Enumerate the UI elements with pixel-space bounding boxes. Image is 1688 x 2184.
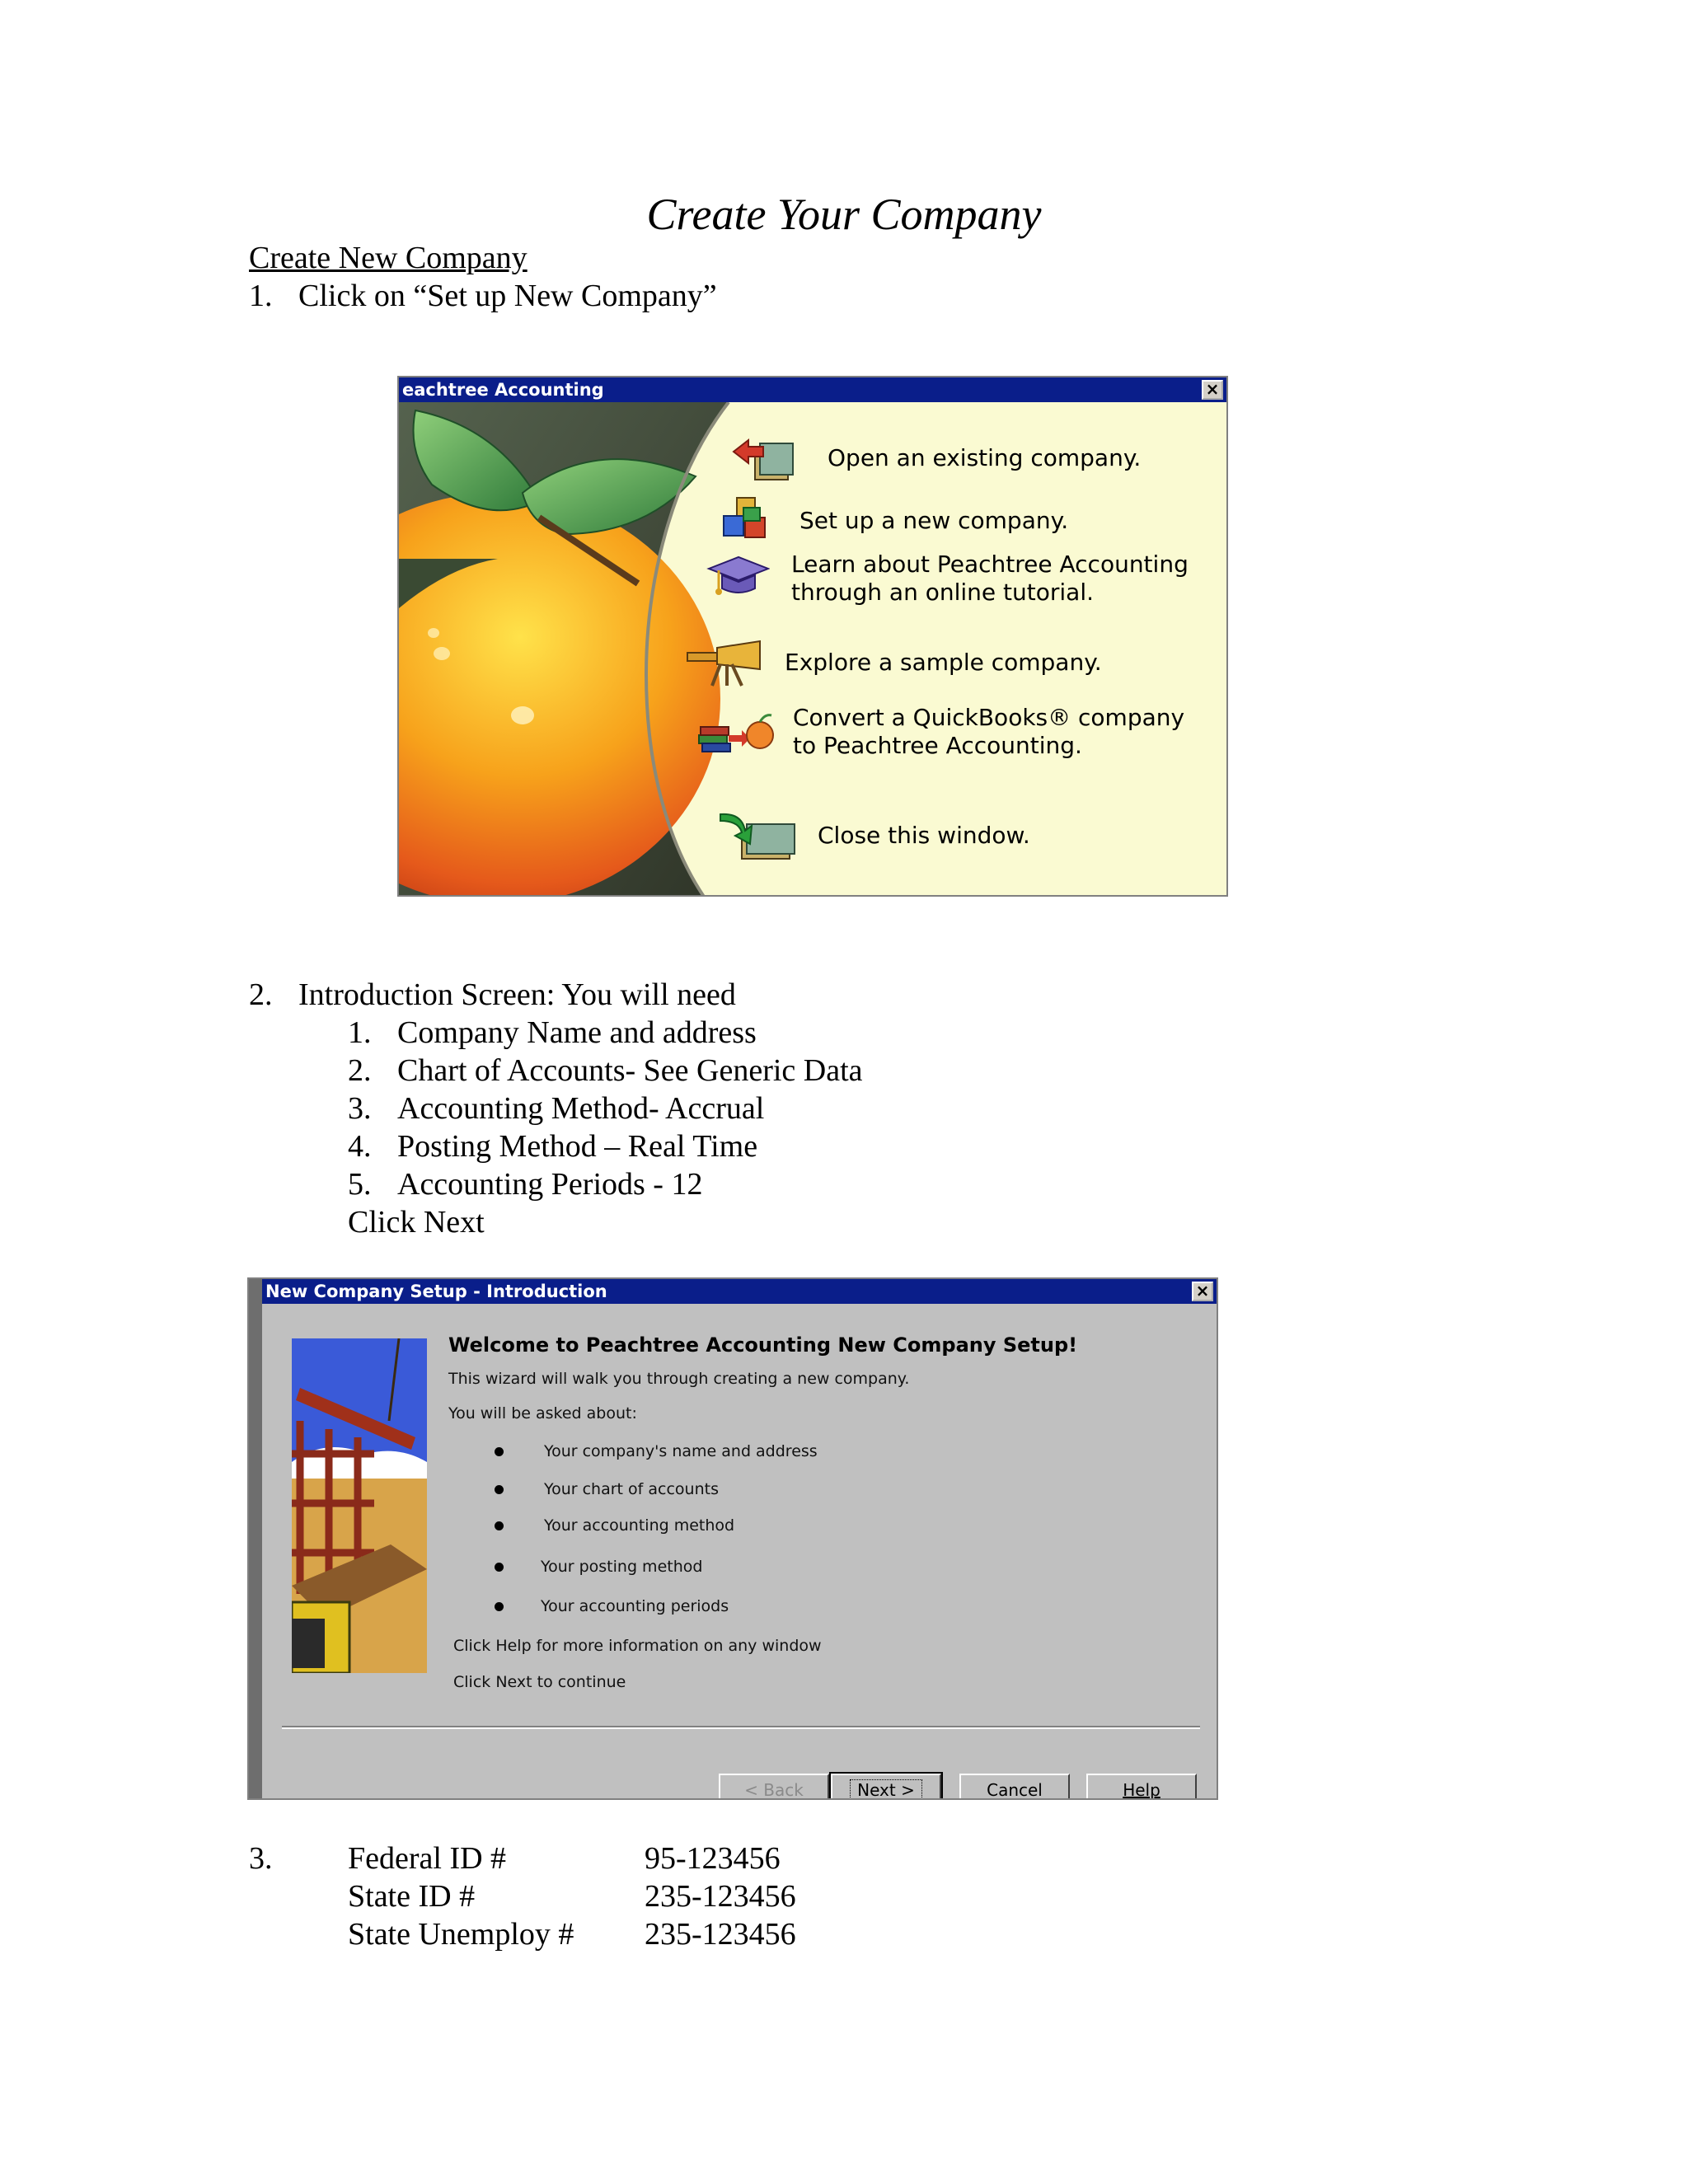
close-icon: × [1205, 379, 1220, 399]
need-item-5-number: 5. [348, 1167, 372, 1202]
need-item-1-text: Company Name and address [397, 1015, 757, 1050]
need-item-3-text: Accounting Method- Accrual [397, 1091, 765, 1126]
bullet-dot [495, 1521, 504, 1530]
title-bar [262, 1279, 1217, 1304]
menu-convert-quickbooks-line2: to Peachtree Accounting. [793, 732, 1082, 759]
need-item-4-number: 4. [348, 1129, 372, 1164]
federal-id-value: 95-123456 [645, 1841, 781, 1876]
telescope-icon [684, 636, 763, 689]
wizard-bullet-4: Your posting method [541, 1558, 703, 1576]
wizard-body [262, 1304, 1217, 1798]
title-bar [399, 377, 1226, 402]
menu-convert-quickbooks-line1: Convert a QuickBooks® company [793, 704, 1185, 731]
bullet-dot [495, 1447, 504, 1456]
wizard-bullet-1: Your company's name and address [544, 1442, 818, 1460]
state-id-value: 235-123456 [645, 1879, 796, 1914]
close-icon: × [1195, 1281, 1210, 1301]
wizard-bullet-5: Your accounting periods [541, 1597, 729, 1615]
document-title: Create Your Company [646, 190, 1042, 239]
bullet-dot [495, 1485, 504, 1494]
need-item-5-text: Accounting Periods - 12 [397, 1167, 703, 1202]
menu-close-window[interactable] [717, 809, 1030, 862]
construction-illustration [292, 1338, 427, 1673]
step-1-number: 1. [249, 279, 273, 313]
need-item-2-number: 2. [348, 1053, 372, 1088]
step-2-text: Introduction Screen: You will need [298, 977, 736, 1012]
step-1-text: Click on “Set up New Company” [298, 279, 717, 313]
help-button[interactable]: Help [1086, 1774, 1197, 1800]
click-next-instruction: Click Next [348, 1205, 485, 1240]
step-2-number: 2. [249, 977, 273, 1012]
section-heading: Create New Company [249, 241, 528, 275]
close-button[interactable] [1192, 1282, 1213, 1301]
cancel-button[interactable]: Cancel [959, 1774, 1070, 1800]
wizard-next-hint: Click Next to continue [453, 1673, 626, 1691]
menu-convert-quickbooks-text [793, 704, 1184, 760]
need-item-4-text: Posting Method – Real Time [397, 1129, 758, 1164]
close-folder-arrow-icon [717, 809, 799, 862]
menu-setup-new-company-label: Set up a new company. [799, 507, 1069, 534]
next-button-label: Next > [850, 1779, 922, 1800]
menu-learn-tutorial-line2: through an online tutorial. [791, 579, 1094, 606]
menu-learn-tutorial-line1: Learn about Peachtree Accounting [791, 551, 1189, 578]
menu-convert-quickbooks[interactable] [696, 704, 1184, 760]
wizard-help-hint: Click Help for more information on any window [453, 1637, 822, 1655]
window-title: New Company Setup - Introduction [265, 1282, 607, 1301]
federal-id-label: Federal ID # [348, 1841, 507, 1876]
state-unemploy-label: State Unemploy # [348, 1917, 574, 1952]
graduation-cap-icon [704, 551, 770, 603]
step-3-number: 3. [249, 1841, 273, 1876]
menu-explore-sample-label: Explore a sample company. [785, 649, 1102, 676]
need-item-2-text: Chart of Accounts- See Generic Data [397, 1053, 863, 1088]
back-button[interactable]: < Back [719, 1774, 829, 1800]
next-button[interactable] [831, 1774, 941, 1800]
window-title: eachtree Accounting [402, 380, 604, 400]
building-blocks-icon [712, 494, 778, 547]
need-item-3-number: 3. [348, 1091, 372, 1126]
menu-learn-tutorial[interactable] [704, 551, 1189, 607]
bullet-dot [495, 1602, 504, 1611]
wizard-asked-about: You will be asked about: [448, 1404, 637, 1422]
open-folder-arrow-icon [730, 432, 796, 485]
close-button[interactable] [1202, 380, 1223, 400]
button-separator [282, 1726, 1200, 1729]
menu-explore-sample[interactable] [684, 636, 1102, 689]
wizard-bullet-2: Your chart of accounts [544, 1480, 719, 1498]
state-id-label: State ID # [348, 1879, 476, 1914]
need-item-1-number: 1. [348, 1015, 372, 1050]
menu-open-company[interactable] [730, 432, 1141, 485]
wizard-bullet-3: Your accounting method [544, 1516, 735, 1535]
window-left-edge [249, 1279, 262, 1798]
menu-open-company-label: Open an existing company. [828, 444, 1142, 471]
wizard-intro: This wizard will walk you through creating a new company. [448, 1370, 910, 1388]
new-company-setup-window [247, 1277, 1218, 1800]
state-unemploy-value: 235-123456 [645, 1917, 796, 1952]
start-panel [399, 402, 1226, 895]
menu-close-window-label: Close this window. [818, 822, 1030, 849]
bullet-dot [495, 1563, 504, 1572]
menu-setup-new-company[interactable] [712, 494, 1068, 547]
convert-books-peach-icon [696, 707, 775, 760]
wizard-heading: Welcome to Peachtree Accounting New Company Setup! [448, 1333, 1078, 1357]
peachtree-start-window [397, 376, 1228, 897]
menu-learn-tutorial-text [791, 551, 1189, 607]
